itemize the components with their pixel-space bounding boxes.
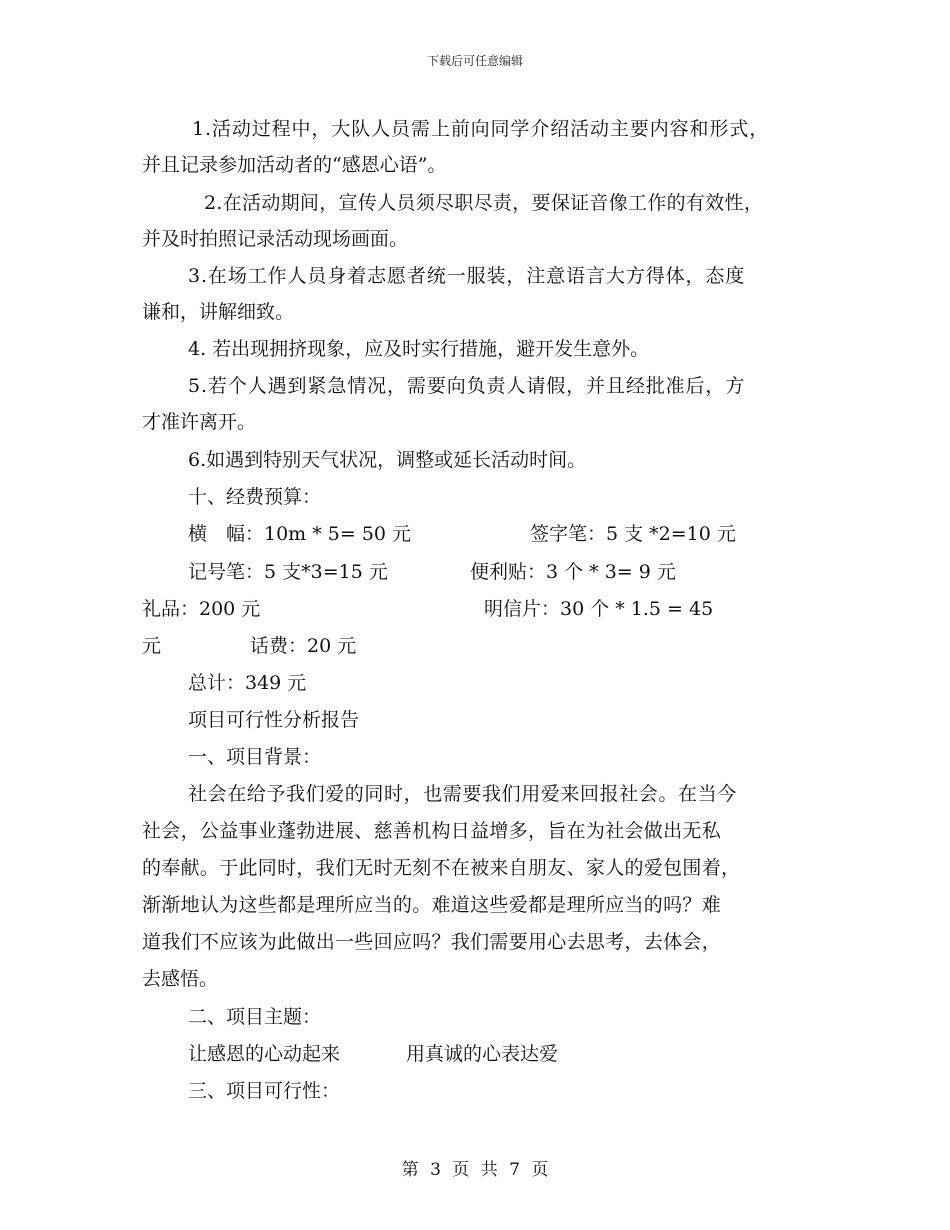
budget-item: 话费：20 元 [250,635,357,657]
paragraph-line: 1.活动过程中，大队人员需上前向同学介绍活动主要内容和形式， [192,118,770,140]
paragraph-line: 6.如遇到特别天气状况，调整或延长活动时间。 [188,449,587,471]
report-title: 项目可行性分析报告 [188,709,360,731]
paragraph-line: 谦和，讲解细致。 [142,301,295,323]
paragraph-line: 渐渐地认为这些都是理所应当的。难道这些爱都是理所应当的吗？难 [142,894,722,916]
paragraph-line: 3.在场工作人员身着志愿者统一服装，注意语言大方得体，态度 [188,265,746,287]
paragraph-line: 去感悟。 [142,968,219,990]
paragraph-line: 并及时拍照记录活动现场画面。 [142,228,409,250]
theme-text: 用真诚的心表达爱 [406,1043,559,1065]
paragraph-line: 5.若个人遇到紧急情况，需要向负责人请假，并且经批准后，方 [188,375,746,397]
paragraph-line: 社会在给予我们爱的同时，也需要我们用爱来回报社会。在当今 [188,783,737,805]
budget-item: 横 幅：10m * 5= 50 元 [188,523,412,545]
paragraph-line: 2.在活动期间，宣传人员须尽职尽责，要保证音像工作的有效性， [204,192,764,214]
budget-total: 总计：349 元 [188,672,307,694]
paragraph-line: 社会，公益事业蓬勃进展、慈善机构日益增多，旨在为社会做出无私 [142,820,722,842]
budget-item: 便利贴：3 个 * 3= 9 元 [470,561,676,583]
section-heading: 三、项目可行性： [188,1080,341,1102]
theme-text: 让感恩的心动起来 [188,1043,341,1065]
paragraph-line: 的奉献。于此同时，我们无时无刻不在被来自朋友、家人的爱包围着， [142,857,741,879]
paragraph-line: 4. 若出现拥挤现象，应及时实行措施，避开发生意外。 [188,338,650,360]
budget-item: 记号笔：5 支*3=15 元 [188,561,388,583]
budget-item: 明信片：30 个 * 1.5 = 45 [484,598,714,620]
budget-item: 礼品：200 元 [142,598,261,620]
section-heading: 十、经费预算： [188,486,322,508]
page-header: 下载后可任意编辑 [426,54,523,68]
paragraph-line: 并且记录参加活动者的“感恩心语”。 [142,154,447,176]
page-footer: 第 3 页 共 7 页 [401,1160,549,1180]
paragraph-line: 才准许离开。 [142,411,257,433]
section-heading: 二、项目主题： [188,1006,322,1028]
section-heading: 一、项目背景： [188,746,322,768]
budget-item: 签字笔：5 支 *2=10 元 [530,523,736,545]
paragraph-line: 道我们不应该为此做出一些回应吗？我们需要用心去思考，去体会， [142,931,722,953]
budget-item: 元 [142,635,162,657]
